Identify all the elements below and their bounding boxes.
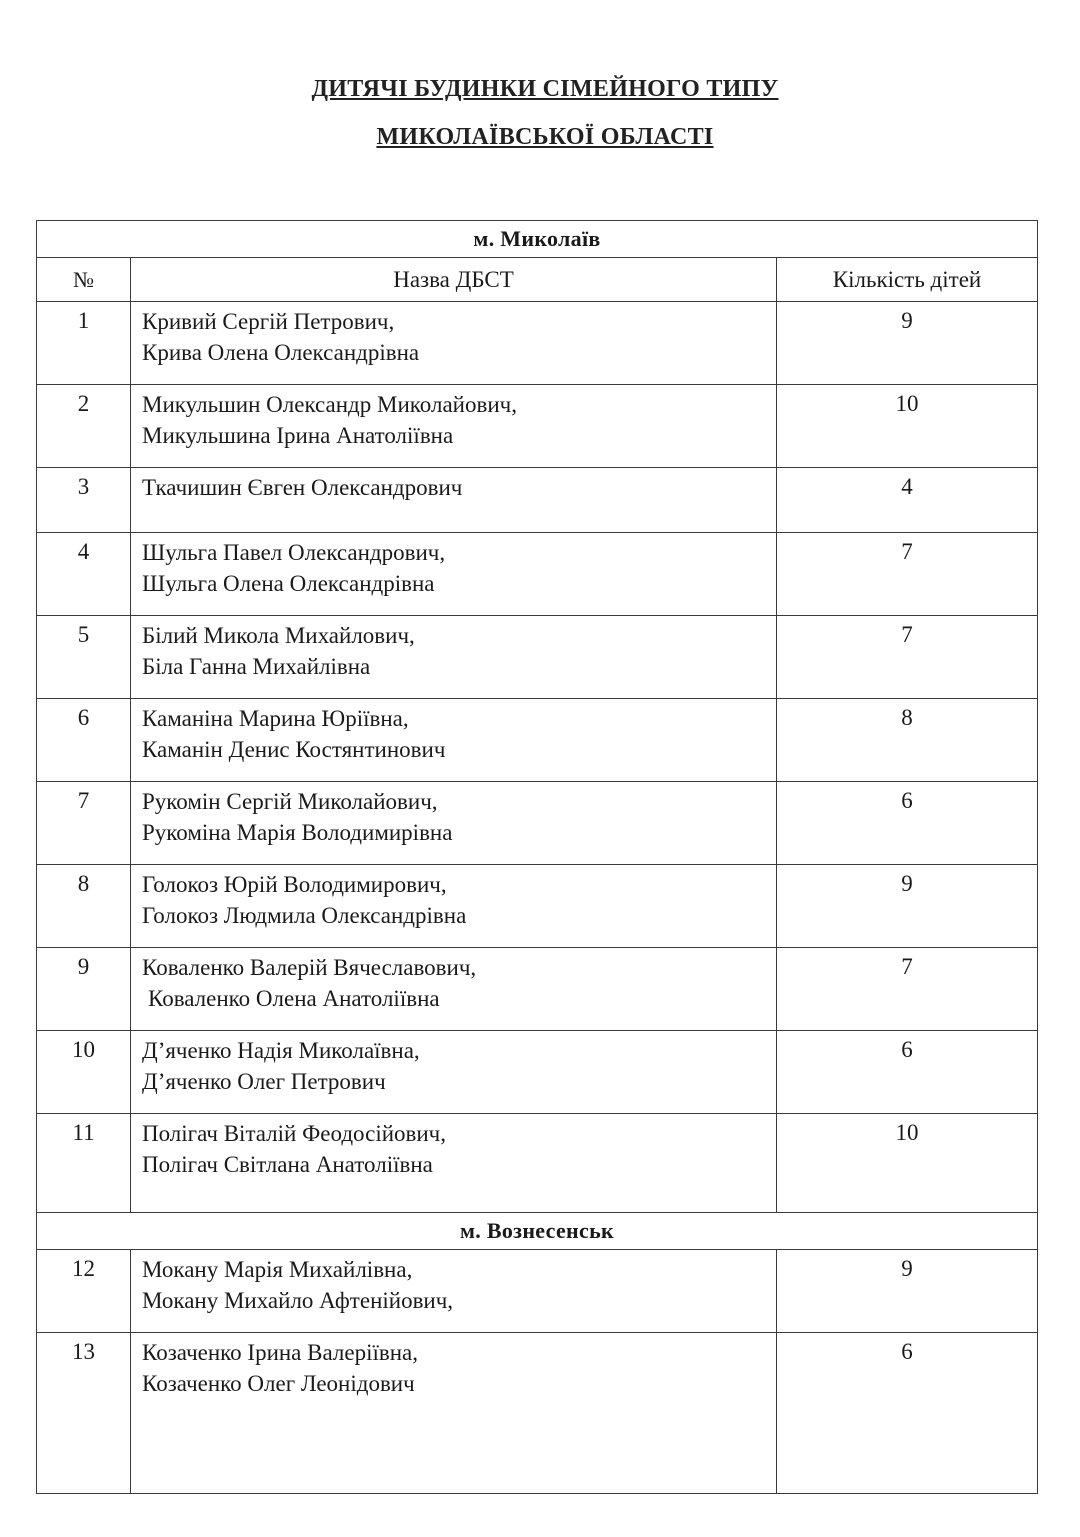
row-kids-count: 10 [777,1114,1038,1213]
name-line: Коваленко Олена Анатоліївна [148,986,440,1011]
row-kids-count: 7 [777,533,1038,616]
name-line: Каманіна Марина Юріївна, [142,706,409,731]
column-header-number: № [37,258,131,302]
row-kids-count: 10 [777,385,1038,468]
row-number: 10 [37,1031,131,1114]
row-names [131,865,777,948]
row-names [131,948,777,1031]
row-number: 4 [37,533,131,616]
row-names [131,302,777,385]
name-line: Полігач Віталій Феодосійович, [142,1121,446,1146]
table-row [37,616,1038,699]
table-row [37,385,1038,468]
row-names [131,533,777,616]
name-line: Д’яченко Надія Миколаївна, [142,1038,420,1063]
section-city-label: м. Миколаїв [37,221,1038,258]
table-row [37,302,1038,385]
table-row [37,1031,1038,1114]
row-kids-count: 8 [777,699,1038,782]
name-line: Рукоміна Марія Володимирівна [142,820,453,845]
column-header-kids: Кількість дітей [777,258,1038,302]
name-line: Козаченко Ірина Валеріївна, [142,1340,418,1365]
row-kids-count: 7 [777,616,1038,699]
table-row [37,699,1038,782]
name-line: Голокоз Людмила Олександрівна [142,903,467,928]
row-number: 9 [37,948,131,1031]
name-line: Козаченко Олег Леонідович [142,1371,415,1396]
row-names [131,782,777,865]
name-line: Мокану Марія Михайлівна, [142,1257,413,1282]
table-row [37,948,1038,1031]
name-line: Каманін Денис Костянтинович [142,737,446,762]
name-line: Кривий Сергій Петрович, [142,309,395,334]
table-row [37,1333,1038,1494]
name-line: Рукомін Сергій Миколайович, [142,789,438,814]
family-homes-table [36,220,1038,1494]
column-header-name: Назва ДБСТ [131,258,777,302]
name-line: Біла Ганна Михайлівна [142,654,371,679]
name-line: Голокоз Юрій Володимирович, [142,872,447,897]
row-number: 3 [37,468,131,533]
table-row [37,468,1038,533]
row-kids-count: 6 [777,1031,1038,1114]
row-kids-count: 9 [777,865,1038,948]
table-row [37,533,1038,616]
row-number: 5 [37,616,131,699]
row-number: 12 [37,1250,131,1333]
name-line: Шульга Олена Олександрівна [142,571,435,596]
name-line: Крива Олена Олександрівна [142,340,420,365]
name-line: Коваленко Валерій Вячеславович, [142,955,477,980]
row-kids-count: 9 [777,302,1038,385]
name-line: Білий Микола Михайлович, [142,623,415,648]
row-kids-count: 4 [777,468,1038,533]
table-row [37,1250,1038,1333]
table-row [37,1114,1038,1213]
row-names [131,699,777,782]
row-kids-count: 9 [777,1250,1038,1333]
row-number: 7 [37,782,131,865]
row-number: 11 [37,1114,131,1213]
row-names [131,385,777,468]
row-number: 8 [37,865,131,948]
section-header-mykolaiv [37,221,1038,258]
section-header-voznesensk [37,1213,1038,1250]
name-line: Микульшина Ірина Анатоліївна [142,423,454,448]
row-names [131,1250,777,1333]
section-city-label: м. Вознесенськ [37,1213,1038,1250]
row-number: 6 [37,699,131,782]
row-kids-count: 6 [777,1333,1038,1494]
name-line: Шульга Павел Олександрович, [142,540,446,565]
name-line: Мокану Михайло Афтенійович, [142,1288,454,1313]
name-line: Микульшин Олександр Миколайович, [142,392,517,417]
row-names [131,1031,777,1114]
row-number: 1 [37,302,131,385]
row-kids-count: 6 [777,782,1038,865]
row-number: 2 [37,385,131,468]
row-names [131,1114,777,1213]
row-names [131,468,777,533]
name-line: Полігач Світлана Анатоліївна [142,1152,433,1177]
row-names [131,1333,777,1494]
document-title-line-2: МИКОЛАЇВСЬКОЇ ОБЛАСТІ [376,124,714,150]
row-names [131,616,777,699]
document-title-line-1: ДИТЯЧІ БУДИНКИ СІМЕЙНОГО ТИПУ [311,76,779,102]
table-header-row [37,258,1038,302]
name-line: Д’яченко Олег Петрович [142,1069,386,1094]
name-line: Ткачишин Євген Олександрович [142,475,463,500]
row-kids-count: 7 [777,948,1038,1031]
table-row [37,865,1038,948]
table-row [37,782,1038,865]
row-number: 13 [37,1333,131,1494]
